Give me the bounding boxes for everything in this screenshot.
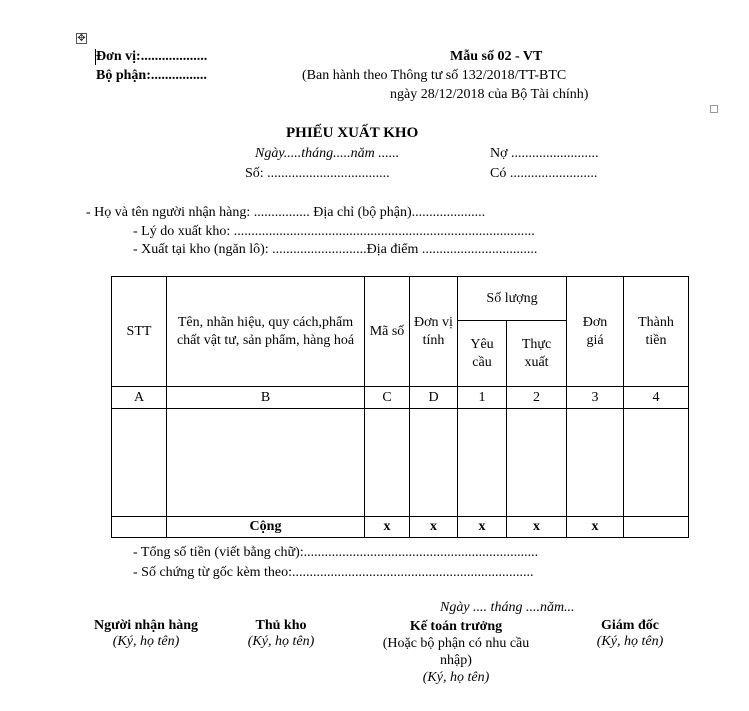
- column-code: A: [112, 387, 167, 409]
- total-mark: x: [567, 517, 624, 538]
- move-handle-icon[interactable]: ✥: [77, 33, 86, 44]
- column-code: C: [365, 387, 410, 409]
- total-mark: x: [365, 517, 410, 538]
- table-cell[interactable]: [624, 409, 689, 517]
- date-line[interactable]: Ngày.....tháng.....năm ......: [255, 146, 400, 161]
- total-label: Cộng: [167, 517, 365, 538]
- header-code: Mã số: [365, 277, 410, 387]
- header-unit: Đơn vị tính: [410, 277, 458, 387]
- table-cell[interactable]: [167, 409, 365, 517]
- signature-chief-accountant: [366, 618, 546, 686]
- page-title: PHIẾU XUẤT KHO: [286, 125, 419, 141]
- receiver-field[interactable]: - Họ và tên người nhận hàng: ................ Địa chỉ (bộ phận).....................: [86, 205, 486, 220]
- total-cell-empty: [112, 517, 167, 538]
- text-boundary-marker: [710, 105, 718, 113]
- header-stt: STT: [112, 277, 167, 387]
- form-number: Mẫu số 02 - VT: [450, 49, 543, 64]
- signature-director: [578, 618, 682, 650]
- table-cell[interactable]: [112, 409, 167, 517]
- column-code: B: [167, 387, 365, 409]
- department-field[interactable]: Bộ phận:................: [96, 68, 207, 83]
- signature-title: Giám đốc: [601, 618, 659, 633]
- table-cell[interactable]: [567, 409, 624, 517]
- table-cell[interactable]: [365, 409, 410, 517]
- attached-docs-field[interactable]: - Số chứng từ gốc kèm theo:.....................................................................: [133, 565, 534, 580]
- total-in-words-field[interactable]: - Tổng số tiền (viết bằng chữ):...................................................................: [133, 545, 539, 560]
- credit-account[interactable]: Có .........................: [490, 166, 598, 181]
- column-code: 2: [507, 387, 567, 409]
- table-row: [112, 409, 689, 517]
- table-cell[interactable]: [507, 409, 567, 517]
- signature-storekeeper: [232, 618, 330, 650]
- signature-note: (Ký, họ tên): [422, 670, 490, 685]
- header-requested: Yêu cầu: [458, 321, 507, 387]
- debit-account[interactable]: Nợ .........................: [490, 146, 599, 161]
- issued-by-line1: (Ban hành theo Thông tư số 132/2018/TT-BTC: [302, 68, 567, 83]
- signature-note: (Ký, họ tên): [596, 634, 664, 649]
- column-code: D: [410, 387, 458, 409]
- signature-title: Kế toán trưởng: [409, 619, 503, 634]
- header-quantity: Số lượng: [458, 277, 567, 321]
- signature-title: Người nhận hàng: [93, 618, 199, 633]
- voucher-number[interactable]: Số: ...................................: [245, 166, 390, 181]
- issued-by-line2: ngày 28/12/2018 của Bộ Tài chính): [390, 87, 589, 102]
- header-actual: Thực xuất: [507, 321, 567, 387]
- signature-title: Thủ kho: [255, 618, 307, 633]
- unit-field[interactable]: Đơn vị:...................: [96, 49, 208, 64]
- signature-note: (Ký, họ tên): [112, 634, 180, 649]
- signature-receiver: [80, 618, 212, 650]
- header-name: Tên, nhãn hiệu, quy cách,phẩm chất vật tư, sản phẩm, hàng hoá: [167, 277, 365, 387]
- total-mark: x: [458, 517, 507, 538]
- column-code: 1: [458, 387, 507, 409]
- header-amount: Thành tiền: [624, 277, 689, 387]
- column-code: 3: [567, 387, 624, 409]
- total-amount-cell[interactable]: [624, 517, 689, 538]
- column-code: 4: [624, 387, 689, 409]
- header-price: Đơn giá: [567, 277, 624, 387]
- total-mark: x: [507, 517, 567, 538]
- signature-note: (Hoặc bộ phận có nhu cầu nhập): [382, 636, 530, 668]
- warehouse-field[interactable]: - Xuất tại kho (ngăn lô): ...........................Địa điểm .................................: [133, 242, 538, 257]
- signature-note: (Ký, họ tên): [247, 634, 315, 649]
- sign-date[interactable]: Ngày .... tháng ....năm...: [440, 600, 575, 615]
- goods-table: [111, 276, 689, 538]
- table-cell[interactable]: [410, 409, 458, 517]
- total-mark: x: [410, 517, 458, 538]
- reason-field[interactable]: - Lý do xuất kho: ......................................................................................: [133, 224, 535, 239]
- table-cell[interactable]: [458, 409, 507, 517]
